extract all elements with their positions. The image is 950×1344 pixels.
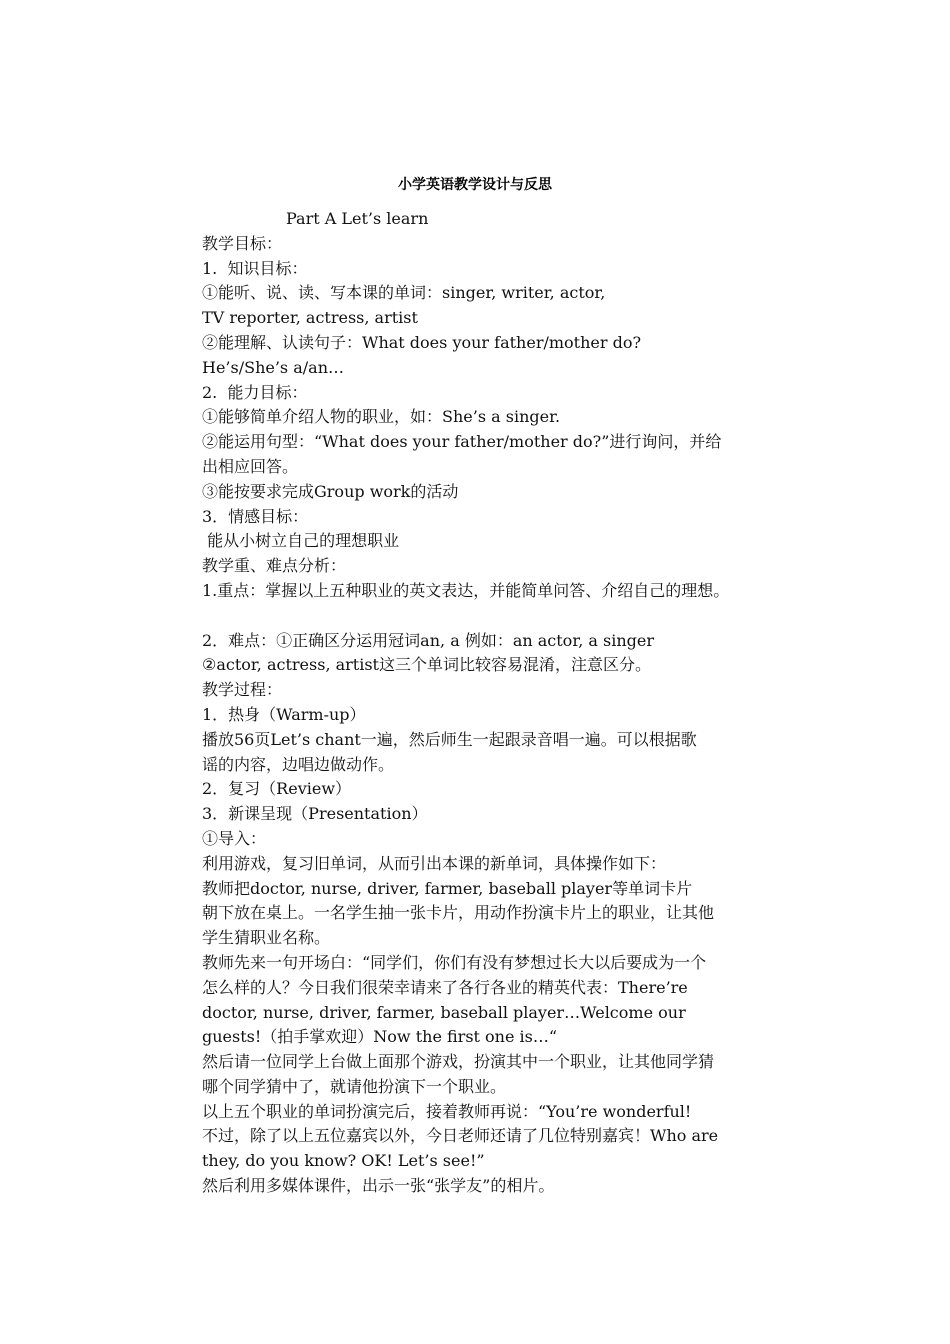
text-line: ②actor, actress, artist这三个单词比较容易混淆，注意区分。 [202,655,651,675]
paragraph-lines [202,232,814,1199]
text-line: 教学过程： [202,680,283,700]
text-line: 以上五个职业的单词扮演完后，接着教师再说：“You’re wonderful! [202,1101,692,1121]
text-line: 能从小树立自己的理想职业 [202,531,400,551]
text-line: 教师把doctor, nurse, driver, farmer, baseball player等单词卡片 [202,878,693,898]
text-line: 2. 能力目标： [202,382,308,402]
text-line: 朝下放在桌上。一名学生抽一张卡片，用动作扮演卡片上的职业，让其他 [202,903,715,923]
text-line: ②能运用句型：“What does your father/mother do?”进行询问，并给 [202,432,722,452]
text-line: 然后利用多媒体课件，出示一张“张学友”的相片。 [202,1176,555,1196]
text-line: 不过，除了以上五位嘉宾以外，今日老师还请了几位特别嘉宾！Who are [202,1126,719,1146]
text-line: ②能理解、认读句子：What does your father/mother do? [202,332,642,352]
text-line: 2．难点：①正确区分运用冠词an, a 例如：an actor, a singer [202,630,654,650]
text-line: 怎么样的人？今日我们很荣幸请来了各行各业的精英代表：There’re [202,977,688,997]
document-body [202,207,814,1199]
text-line: 1.重点：掌握以上五种职业的英文表达，并能简单问答、介绍自己的理想。 [202,580,730,600]
text-line: 1. 知识目标： [202,258,308,278]
text-line: ①导入： [202,828,267,848]
text-line: 教学重、难点分析： [202,556,347,576]
lesson-subtitle: Part A Let’s learn [286,209,429,228]
text-line: 教师先来一句开场白：“同学们，你们有没有梦想过长大以后要成为一个 [202,952,707,972]
text-line: 1．热身（Warm-up） [202,704,366,724]
text-line: 利用游戏，复习旧单词，从而引出本课的新单词，具体操作如下： [202,853,667,873]
text-line: 2．复习（Review） [202,779,352,799]
text-line: ①能听、说、读、写本课的单词：singer, writer, actor, [202,283,606,303]
text-line: guests!（拍手掌欢迎）Now the first one is…“ [202,1027,558,1047]
text-line [202,604,814,629]
text-line: 然后请一位同学上台做上面那个游戏，扮演其中一个职业，让其他同学猜 [202,1052,715,1072]
text-line: 播放56页Let’s chant一遍，然后师生一起跟录音唱一遍。可以根据歌 [202,729,697,749]
document-title: 小学英语教学设计与反思 [398,177,552,193]
text-line: 出相应回答。 [202,456,299,476]
text-line: 学生猜职业名称。 [202,928,331,948]
text-line: 哪个同学猜中了，就请他扮演下一个职业。 [202,1076,507,1096]
text-line: 谣的内容，边唱边做动作。 [202,754,395,774]
text-line: doctor, nurse, driver, farmer, baseball player…Welcome our [202,1002,686,1022]
text-line: 教学目标： [202,233,283,253]
text-line: He’s/She’s a/an… [202,357,344,377]
text-line: ③能按要求完成Group work的活动 [202,481,459,501]
text-line: they, do you know? OK! Let’s see!” [202,1151,485,1171]
text-line: ①能够简单介绍人物的职业，如：She’s a singer. [202,407,561,427]
text-line: 3．新课呈现（Presentation） [202,804,428,824]
text-line: TV reporter, actress, artist [202,308,418,328]
text-line: 3．情感目标： [202,506,309,526]
